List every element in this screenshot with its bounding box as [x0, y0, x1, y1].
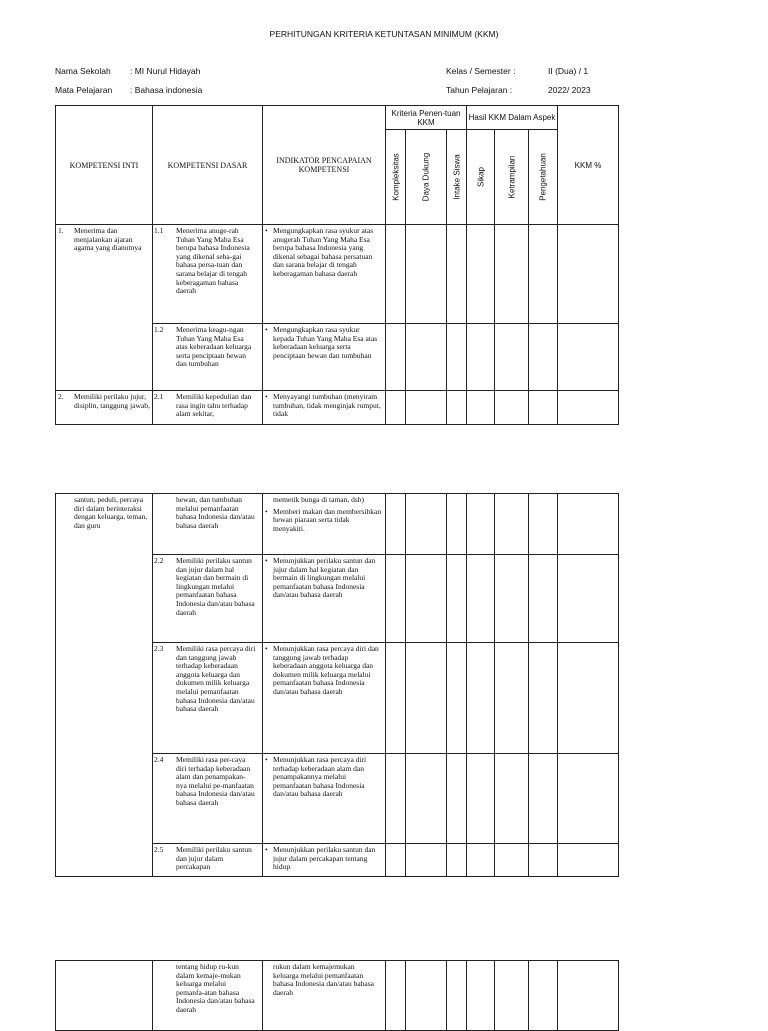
subject-label: Mata Pelajaran	[55, 85, 113, 95]
indicator-cell: • Mengungkapkan rasa syukur kepada Tuhan Yang Maha Esa atas keberadaan keluarga serta penciptaan hewan dan tumbuhan	[263, 324, 386, 391]
kd-cell: 1.1 Menerima anuge-rah Tuhan Yang Maha Esa berupa bahasa Indonesia yang dikenal seba-gai bahasa persa-tuan dan sarana belajar di tengah keberagaman bahasa daerah	[153, 225, 263, 324]
kd-cell: hewan, dan tumbuhan melalui pemanfaatan bahasa Indonesia dan/atau bahasa daerah	[153, 494, 263, 555]
table-row	[56, 494, 619, 555]
header-ki: KOMPETENSI INTI	[56, 106, 153, 225]
ki-cell: 1. Menerima dan menjalankan ajaran agama yang dianutnya	[56, 225, 153, 391]
header-aspect: Hasil KKM Dalam Aspek	[467, 106, 558, 130]
class-label: Kelas / Semester :	[446, 66, 516, 76]
kd-cell: tentang hidup ru-kun dalam kemaje-mukan keluarga melalui pemanfa-atan bahasa Indonesia dan/atau bahasa daerah	[153, 961, 263, 1031]
header-knowledge: Pengetahuan	[529, 130, 558, 225]
header-intake: Intake Siswa	[447, 130, 467, 225]
school-label: Nama Sekolah	[55, 66, 111, 76]
kd-cell: 2.4 Memiliki rasa per-caya diri terhadap keberadaan alam dan penampakan-nya melalui pe-manfaatan bahasa Indonesia dan/atau bahasa daerah	[153, 754, 263, 844]
table-row	[56, 961, 619, 1031]
header-support: Daya Dukung	[406, 130, 447, 225]
kd-cell: 1.2 Menerima keagu-ngan Tuhan Yang Maha Esa atas keberadaan keluarga serta penciptaan hewan dan tumbuhan	[153, 324, 263, 391]
kd-cell: 2.5 Memiliki perilaku santun dan jujur dalam percakapan	[153, 844, 263, 877]
indicator-cell: • Menunjukkan perilaku santun dan jujur dalam hal kegiatan dan bermain di lingkungan melalui pemanfaatan bahasa Indonesia dan/atau bahasa daerah	[263, 555, 386, 643]
kd-cell: 2.2 Memiliki perilaku santun dan jujur dalam hal kegiatan dan bermain di lingkungan melalui pemanfaatan bahasa Indonesia dan/atau bahasa daerah	[153, 555, 263, 643]
kd-cell: 2.1 Memiliki kepedulian dan rasa ingin tahu terhadap alam sekitar,	[153, 391, 263, 425]
header-attitude: Sikap	[467, 130, 495, 225]
indicator-cell: • Menunjukkan rasa percaya diri terhadap keberadaan alam dan penampakannya melalui pemanfaatan bahasa Indonesia dan/atau bahasa daerah	[263, 754, 386, 844]
ki-cell: 2. Memiliki perilaku jujur, disiplin, tanggung jawab,	[56, 391, 153, 425]
header-kd: KOMPETENSI DASAR	[153, 106, 263, 225]
ki-cell	[56, 961, 153, 1031]
header-criteria: Kriteria Penen-tuan KKM	[386, 106, 467, 130]
class-value: II (Dua) / 1	[548, 66, 589, 76]
indicator-cell: memetik bunga di taman, dsb) • Memberi makan dan membersihkan hewan piaraan serta tidak menyakiti.	[263, 494, 386, 555]
header-skill: Ketrampilan	[495, 130, 529, 225]
indicator-cell: rukun dalam kemajemukan keluarga melalui pemanfaatan bahasa Indonesia dan/atau bahasa daerah	[263, 961, 386, 1031]
school-value: : MI Nurul Hidayah	[130, 66, 201, 76]
table-row	[56, 391, 619, 425]
indicator-cell: • Mengungkapkan rasa syukur atas anugerah Tuhan Yang Maha Esa berupa bahasa Indonesia yang dikenal sebagai bahasa persatuan dan sarana belajar di tengah keberagaman bahasa daerah	[263, 225, 386, 324]
document-title: PERHITUNGAN KRITERIA KETUNTASAN MINIMUM (KKM)	[269, 29, 499, 39]
table-row	[56, 225, 619, 324]
indicator-cell: • Menunjukkan perilaku santun dan jujur dalam percakapan tentang hidup	[263, 844, 386, 877]
header-indicator: INDIKATOR PENCAPAIAN KOMPETENSI	[263, 106, 386, 225]
kkm-table-page3	[55, 960, 619, 1031]
kkm-table-page1	[55, 105, 619, 425]
header-kkm: KKM %	[558, 106, 619, 225]
kd-cell: 2.3 Memiliki rasa percaya diri dan tanggung jawab terhadap keberadaan anggota keluarga dan dokumen milik keluarga melalui pemanfaatan bahasa Indonesia dan/atau bahasa daerah	[153, 643, 263, 754]
header-complexity: Kompleksitas	[386, 130, 406, 225]
year-label: Tahun Pelajaran :	[446, 85, 513, 95]
year-value: 2022/ 2023	[548, 85, 591, 95]
indicator-cell: • Menyayangi tumbuhan (menyiram tumbuhan, tidak menginjak rumput, tidak	[263, 391, 386, 425]
indicator-cell: • Menunjukkan rasa percaya diri dan tanggung jawab terhadap keberadaan anggota keluarga dan dokumen milik keluarga melalui pemanfaatan bahasa Indonesia dan/atau bahasa daerah	[263, 643, 386, 754]
subject-value: : Bahasa indonesia	[130, 85, 203, 95]
ki-cell: santun, peduli, percaya diri dalam berinteraksi dengan keluarga, teman, dan guru	[56, 494, 153, 877]
kkm-table-page2	[55, 493, 619, 877]
